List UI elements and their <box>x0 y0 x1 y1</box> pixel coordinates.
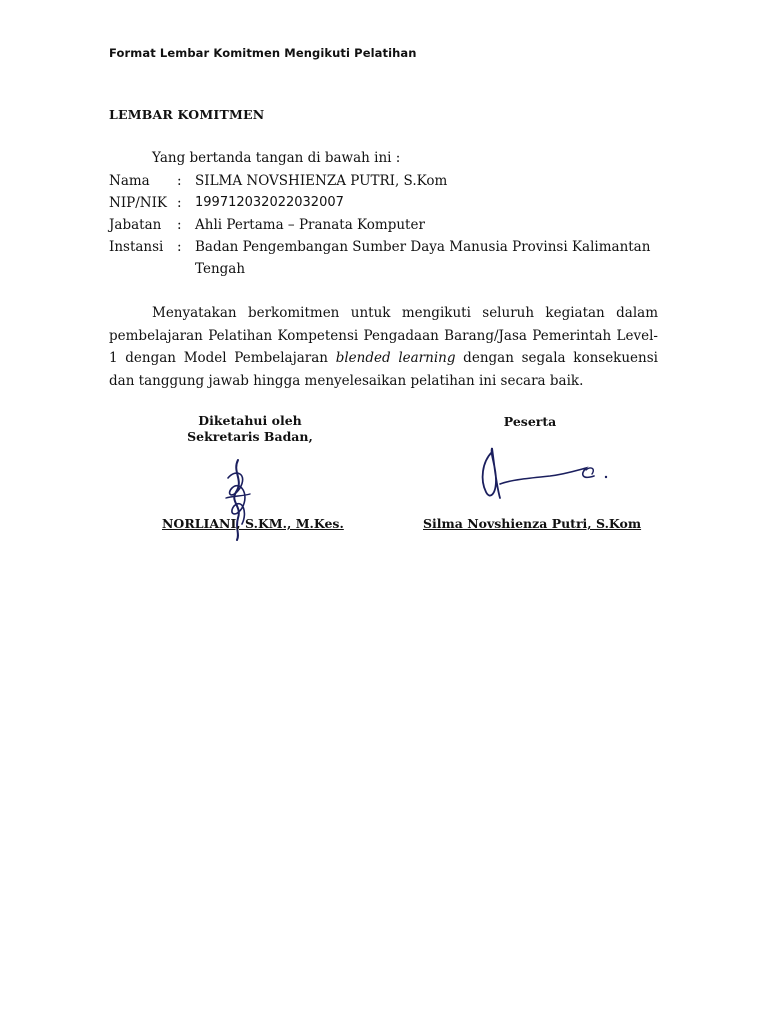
field-label: Instansi <box>109 239 164 255</box>
field-value-nama: SILMA NOVSHIENZA PUTRI, S.Kom <box>195 173 448 189</box>
right-signatory-name: Silma Novshienza Putri, S.Kom <box>423 516 642 531</box>
field-colon: : <box>177 239 182 255</box>
left-heading-line2: Sekretaris Badan, <box>187 429 313 444</box>
commitment-statement <box>109 302 658 392</box>
statement-text-end: dengan segala konsekuensi dan tanggung jawab hingga menyelesaikan pelatihan ini secara baik. <box>109 350 658 389</box>
left-signatory-name: NORLIANI, S.KM., M.Kes. <box>162 516 344 531</box>
left-heading-line1: Diketahui oleh <box>198 413 302 428</box>
right-signature-heading: Peserta <box>503 414 557 429</box>
header-note: Format Lembar Komitmen Mengikuti Pelatihan <box>109 46 417 60</box>
field-colon: : <box>177 195 182 211</box>
field-value-nip: 199712032022032007 <box>195 195 344 210</box>
document-title: LEMBAR KOMITMEN <box>109 107 265 122</box>
right-signature-icon <box>470 440 620 510</box>
statement-italic: blended learning <box>335 350 456 366</box>
field-colon: : <box>177 217 182 233</box>
field-label: NIP/NIK <box>109 195 168 211</box>
field-value-instansi: Badan Pengembangan Sumber Daya Manusia Provinsi Kalimantan Tengah <box>195 239 651 277</box>
field-label: Nama <box>109 173 150 189</box>
field-label: Jabatan <box>109 217 162 233</box>
intro-text: Yang bertanda tangan di bawah ini : <box>152 150 401 166</box>
left-signature-heading <box>160 413 340 445</box>
statement-text: Menyatakan berkomitmen untuk mengikuti seluruh kegiatan dalam pembelajaran Pelatihan Kompetensi Pengadaan Barang/Jasa Pemerintah Level-1 dengan Model Pembelajaran <box>109 305 658 366</box>
field-colon: : <box>177 173 182 189</box>
field-value-jabatan: Ahli Pertama – Pranata Komputer <box>195 217 425 233</box>
